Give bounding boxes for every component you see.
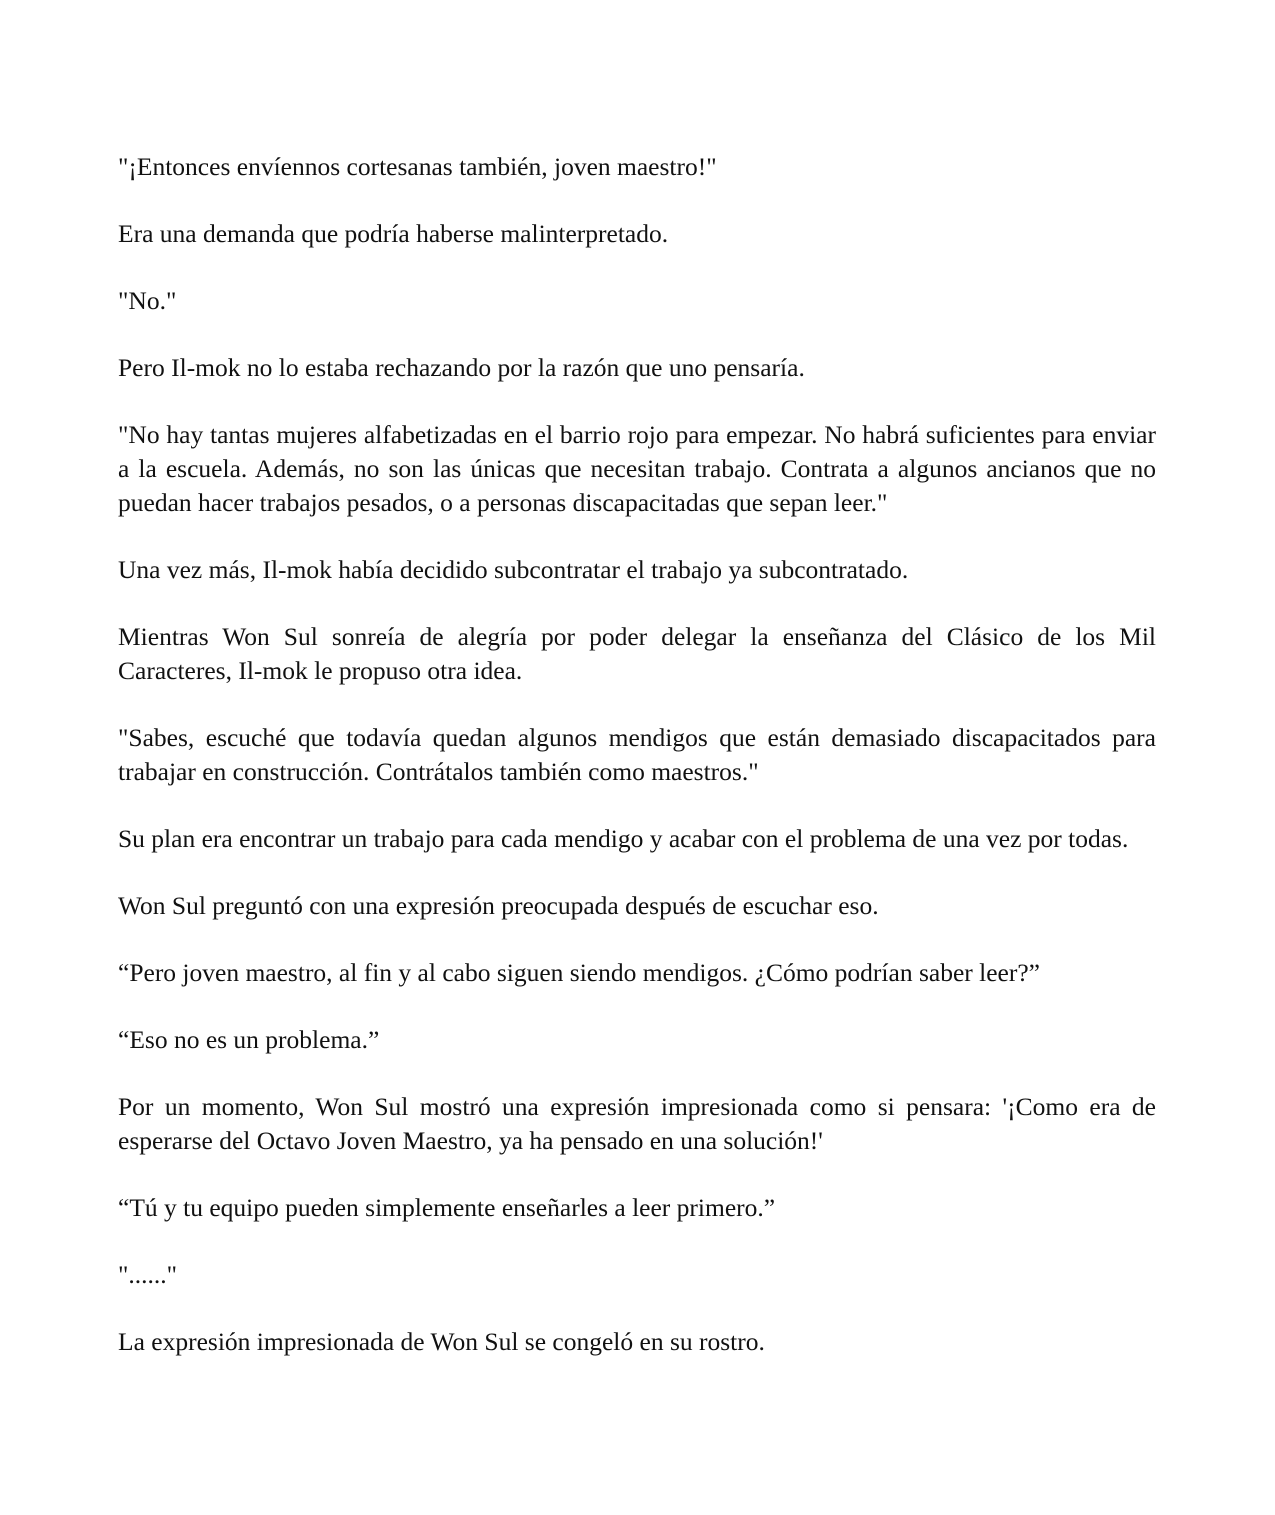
paragraph-12: “Eso no es un problema.” — [118, 1025, 380, 1054]
paragraph-16: La expresión impresionada de Won Sul se congeló en su rostro. — [118, 1327, 765, 1356]
paragraph-10: Won Sul preguntó con una expresión preocupada después de escuchar eso. — [118, 891, 879, 920]
paragraph-14: “Tú y tu equipo pueden simplemente enseñarles a leer primero.” — [118, 1193, 776, 1222]
paragraph-1: "¡Entonces envíennos cortesanas también, joven maestro!" — [118, 152, 717, 181]
document-body — [118, 150, 1156, 1392]
paragraph-15: "......" — [118, 1260, 178, 1289]
paragraph-2: Era una demanda que podría haberse malinterpretado. — [118, 219, 669, 248]
paragraph-6: Una vez más, Il-mok había decidido subcontratar el trabajo ya subcontratado. — [118, 555, 909, 584]
paragraph-4: Pero Il-mok no lo estaba rechazando por la razón que uno pensaría. — [118, 353, 805, 382]
paragraph-7: Mientras Won Sul sonreía de alegría por poder delegar la enseñanza del Clásico de los Mil Caracteres, Il-mok le propuso otra idea. — [118, 622, 1156, 685]
paragraph-5: "No hay tantas mujeres alfabetizadas en el barrio rojo para empezar. No habrá suficientes para enviar a la escuela. Además, no son las únicas que necesitan trabajo. Contrata a algunos ancianos que no puedan hacer trabajos pesados, o a personas discapacitadas que sepan leer." — [118, 420, 1156, 517]
paragraph-11: “Pero joven maestro, al fin y al cabo siguen siendo mendigos. ¿Cómo podrían saber leer?” — [118, 958, 1040, 987]
paragraph-9: Su plan era encontrar un trabajo para cada mendigo y acabar con el problema de una vez por todas. — [118, 824, 1129, 853]
paragraph-13: Por un momento, Won Sul mostró una expresión impresionada como si pensara: '¡Como era de esperarse del Octavo Joven Maestro, ya ha pensado en una solución!' — [118, 1092, 1156, 1155]
paragraph-8: "Sabes, escuché que todavía quedan algunos mendigos que están demasiado discapacitados para trabajar en construcción. Contrátalos también como maestros." — [118, 723, 1156, 786]
paragraph-3: "No." — [118, 286, 177, 315]
